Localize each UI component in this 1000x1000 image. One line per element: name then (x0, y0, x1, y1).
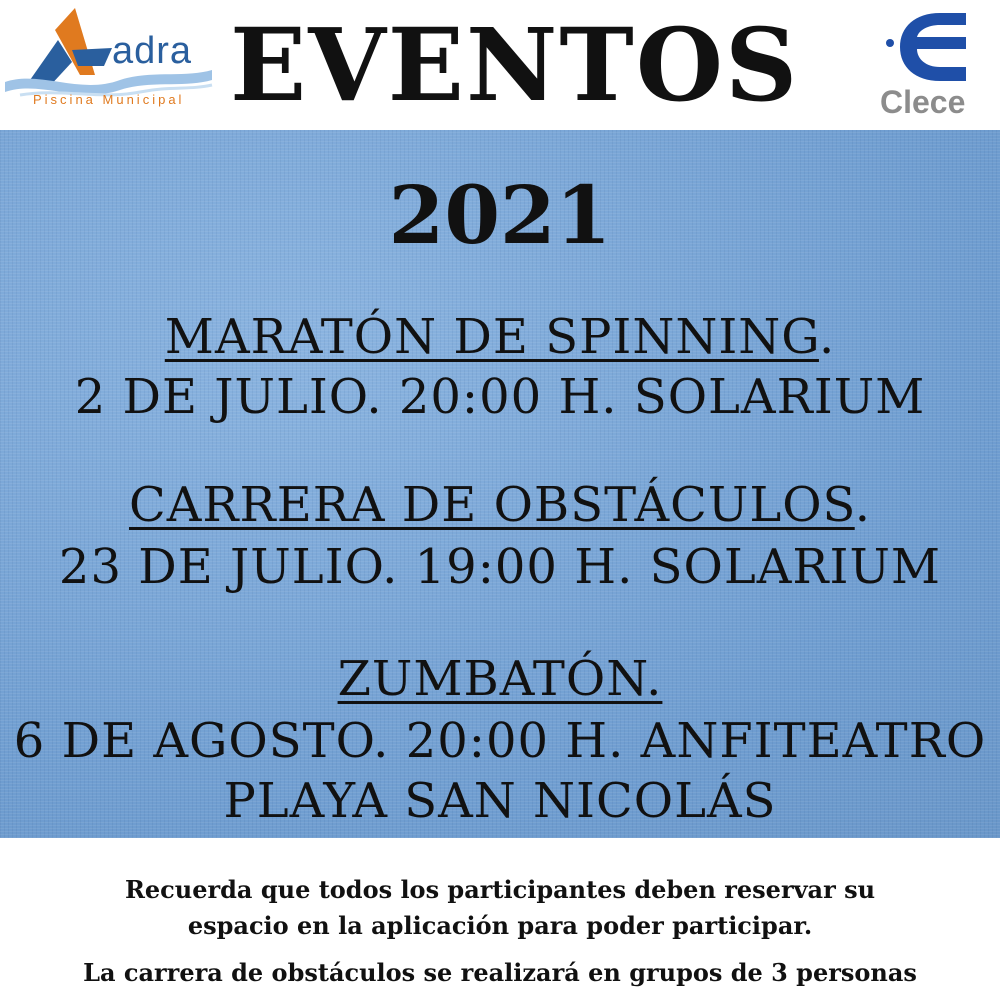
event-3-name-text: ZUMBATÓN. (337, 651, 663, 707)
footer-note-2: espacio en la aplicación para poder participar. (187, 911, 813, 940)
page-title: EVENTOS (230, 6, 800, 124)
event-2-detail: 23 DE JULIO. 19:00 H. SOLARIUM (58, 539, 942, 595)
event-3-detail-2: PLAYA SAN NICOLÁS (223, 773, 777, 829)
year-heading: 2021 (388, 168, 612, 262)
adra-logo-text: adra (112, 30, 193, 72)
adra-logo-subtitle: Piscina Municipal (33, 92, 185, 107)
event-1-name (0, 308, 1000, 366)
event-2-name-text: CARRERA DE OBSTÁCULOS (129, 477, 855, 533)
event-1-detail: 2 DE JULIO. 20:00 H. SOLARIUM (74, 369, 926, 425)
event-3-name (0, 650, 1000, 708)
clece-logo-text: Clece (880, 84, 966, 120)
event-1-name-text: MARATÓN DE SPINNING (164, 309, 819, 365)
event-2-name-suffix: . (854, 477, 871, 533)
event-1-name-suffix: . (818, 309, 836, 365)
event-3-detail: 6 DE AGOSTO. 20:00 H. ANFITEATRO (13, 713, 987, 769)
footer-note-1: Recuerda que todos los participantes deben reservar su (124, 875, 876, 904)
header (0, 0, 1000, 130)
event-2-name (0, 476, 1000, 534)
footer-note-3: La carrera de obstáculos se realizará en grupos de 3 personas (83, 958, 917, 987)
